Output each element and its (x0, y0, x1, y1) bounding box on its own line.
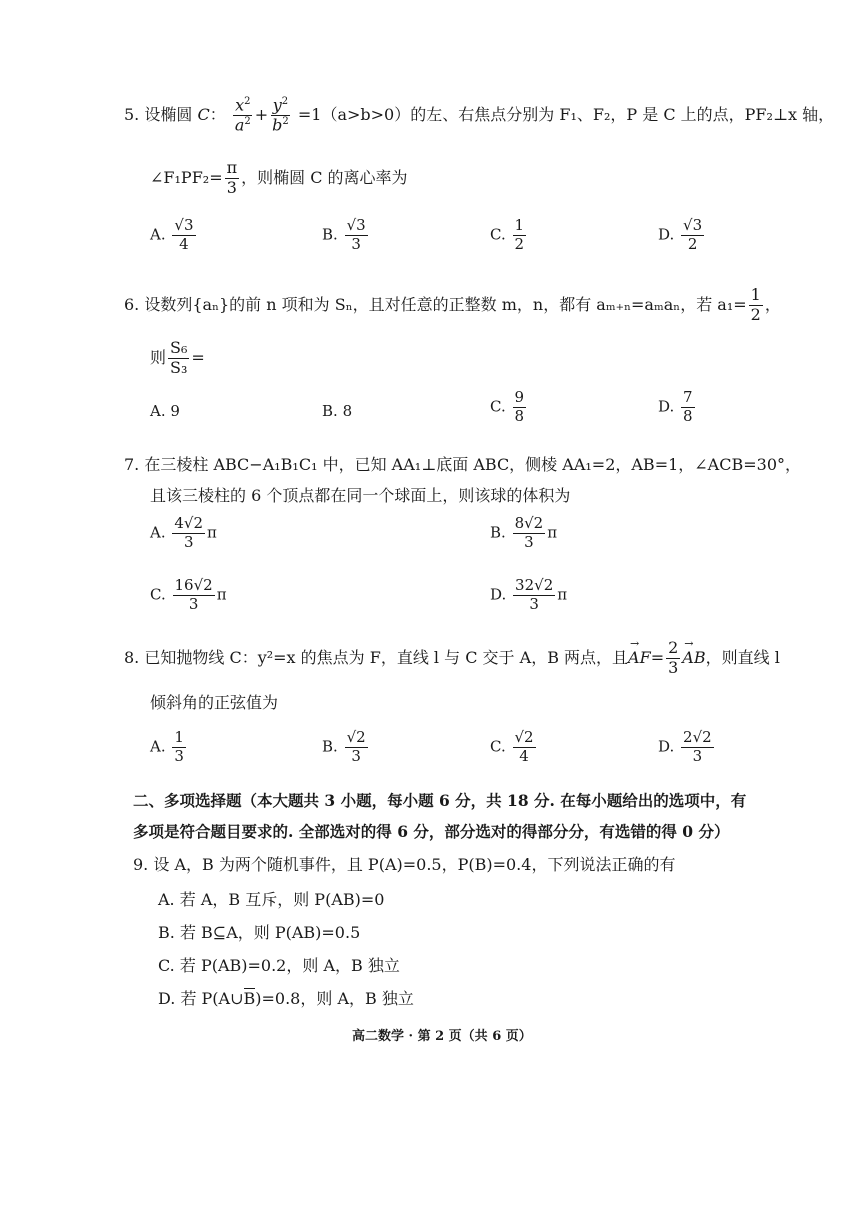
question-7-line-2: 且该三棱柱的 6 个顶点都在同一个球面上，则该球的体积为 (150, 486, 571, 505)
option-c[interactable]: C. $\frac{1}{2}$ (490, 216, 525, 253)
option-b[interactable]: B. $\frac{√2}{3}$ (322, 728, 366, 765)
option-b[interactable]: B. 若 B⊆A，则 P(AB)=0.5 (158, 923, 361, 942)
option-d[interactable]: D. $\frac{32√2}{3}$ π (490, 576, 568, 613)
option-c[interactable]: C. $\frac{16√2}{3}$ π (150, 576, 227, 613)
question-number: 5. (124, 105, 140, 125)
question-9: 9. 设 A，B 为两个随机事件，且 P(A)=0.5，P(B)=0.4，下列说法正确的有 (133, 855, 676, 874)
question-number: 8. (124, 647, 140, 667)
option-a[interactable]: A. 9 (150, 402, 180, 420)
question-6-line-1: 6. 设数列{aₙ}的前 n 项和为 Sₙ，且对任意的正整数 m，n，都有 aₘ₊ₙ=aₘaₙ，若 a₁= $\frac{1}{2}$ ， (124, 285, 781, 324)
option-c[interactable]: C. $\frac{9}{8}$ (490, 388, 525, 425)
option-a[interactable]: A. 若 A，B 互斥，则 P(AB)=0 (158, 890, 385, 909)
question-number: 7. (124, 455, 140, 474)
question-number: 6. (124, 294, 140, 314)
option-a[interactable]: A. $\frac{1}{3}$ (150, 728, 184, 765)
ellipse-x-term: $\frac{x^2}{a^2}$ (234, 95, 251, 135)
option-d[interactable]: D. $\frac{2√2}{3}$ (658, 728, 712, 765)
page-footer: 高二数学 · 第 2 页（共 6 页） (352, 1029, 532, 1044)
section-instructions: 多项是符合题目要求的. 全部选对的得 6 分，部分选对的得部分分，有选错的得 0 分） (133, 822, 730, 841)
question-8-line-2: 倾斜角的正弦值为 (150, 693, 279, 712)
question-number: 9. (133, 855, 149, 874)
option-d[interactable]: D. 若 P(A∪B)=0.8，则 A，B 独立 (158, 989, 414, 1008)
question-7-line-1: 7. 在三棱柱 ABC−A₁B₁C₁ 中，已知 AA₁⊥底面 ABC，侧棱 AA₁=2，AB=1，∠ACB=30°， (124, 455, 802, 474)
section-heading: 二、多项选择题（本大题共 3 小题，每小题 6 分，共 18 分. 在每小题给出的选项中，有 (133, 791, 747, 810)
option-a[interactable]: A. $\frac{√3}{4}$ (150, 216, 194, 253)
option-a[interactable]: A. $\frac{4√2}{3}$ π (150, 514, 217, 551)
option-c[interactable]: C. 若 P(AB)=0.2，则 A，B 独立 (158, 956, 400, 975)
option-d[interactable]: D. $\frac{7}{8}$ (658, 388, 693, 425)
question-5-line-2: ∠F₁PF₂= $\frac{\pi}{3}$ ，则椭圆 C 的离心率为 (150, 158, 408, 197)
question-8-line-1: 8. 已知抛物线 C：y²=x 的焦点为 F，直线 l 与 C 交于 A，B 两点，且→ AF= $\frac{2}{3}$ → AB，则直线 l (124, 640, 780, 677)
option-b[interactable]: B. $\frac{8√2}{3}$ π (490, 514, 558, 551)
option-c[interactable]: C. $\frac{√2}{4}$ (490, 728, 534, 765)
option-d[interactable]: D. $\frac{√3}{2}$ (658, 216, 703, 253)
question-6-line-2: 则 $\frac{\text{S₆}}{\text{S₃}}$ = (150, 338, 205, 377)
ellipse-y-term: $\frac{y^2}{b^2}$ (272, 95, 289, 135)
question-5-line-1: 5. 设椭圆 C： $\frac{x^2}{a^2}$ + $\frac{y^2}{b^2}$ =1（a>b>0）的左、右焦点分别为 F₁、F₂，P 是 C 上的点，PF₂⊥x 轴， (124, 95, 835, 135)
option-b[interactable]: B. $\frac{√3}{3}$ (322, 216, 366, 253)
option-b[interactable]: B. 8 (322, 402, 353, 420)
